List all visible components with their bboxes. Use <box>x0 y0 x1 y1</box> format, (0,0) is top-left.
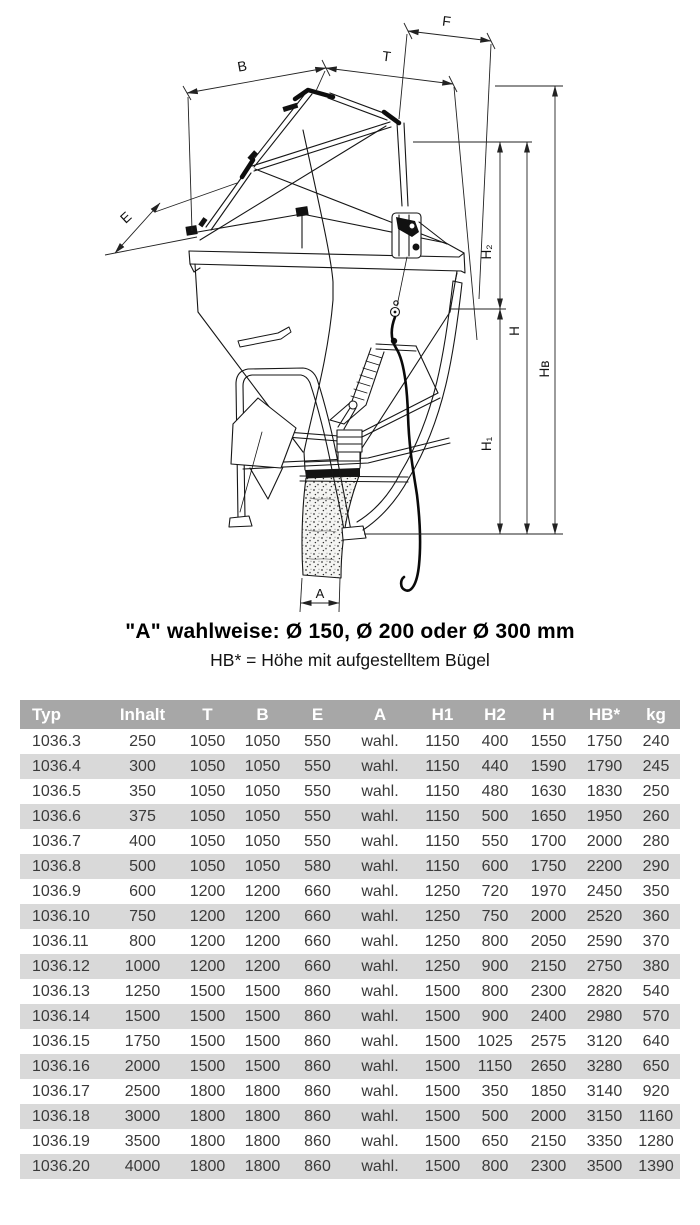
table-cell: wahl. <box>361 857 399 875</box>
table-cell: 360 <box>642 907 670 925</box>
table-cell: 2400 <box>530 1007 567 1025</box>
table-cell: 1036.13 <box>32 982 90 1000</box>
table-cell: 1036.12 <box>32 957 90 975</box>
table-cell: 350 <box>129 782 156 800</box>
table-cell: 1200 <box>244 907 281 925</box>
table-cell: 1700 <box>530 832 567 850</box>
table-cell: 1250 <box>124 982 161 1000</box>
dim-label-e: E <box>116 208 135 227</box>
col-header-b: B <box>235 700 290 729</box>
table-cell: 1036.4 <box>32 757 81 775</box>
table-cell: 1050 <box>189 832 226 850</box>
col-header-h1: H1 <box>415 700 470 729</box>
table-cell: 920 <box>642 1082 670 1100</box>
pull-rope <box>391 257 421 591</box>
table-cell: 1500 <box>424 1157 461 1175</box>
table-row-1036.9 <box>20 879 680 904</box>
note-hb: HB* = Höhe mit aufgestelltem Bügel <box>210 650 490 670</box>
table-cell: 2000 <box>530 907 567 925</box>
dim-label-a: A <box>315 586 325 601</box>
table-cell: 1150 <box>425 732 460 750</box>
dim-label-b: B <box>236 57 249 75</box>
table-cell: 1050 <box>244 832 281 850</box>
table-row-1036.20 <box>20 1154 680 1179</box>
table-cell: 1500 <box>189 1057 226 1075</box>
table-row-1036.19 <box>20 1129 680 1154</box>
table-cell: 3500 <box>586 1157 623 1175</box>
table-cell: 800 <box>481 1157 509 1175</box>
dim-label-h1: H₁ <box>479 436 494 452</box>
table-cell: 1550 <box>530 732 567 750</box>
table-row-1036.16 <box>20 1054 680 1079</box>
table-cell: 720 <box>481 882 509 900</box>
table-cell: 260 <box>642 807 670 825</box>
table-cell: 500 <box>481 807 509 825</box>
table-cell: 480 <box>481 782 509 800</box>
table-cell: 860 <box>304 982 331 1000</box>
table-cell: 1036.14 <box>32 1007 90 1025</box>
table-row-1036.3 <box>20 729 680 754</box>
table-row-1036.13 <box>20 979 680 1004</box>
col-header-hb: HB* <box>577 700 632 729</box>
table-cell: 1150 <box>425 807 460 825</box>
table-cell: 1150 <box>425 757 460 775</box>
table-cell: 240 <box>642 732 670 750</box>
bucket-drawing <box>185 90 465 591</box>
table-cell: 1800 <box>244 1157 281 1175</box>
table-cell: 2575 <box>530 1032 567 1050</box>
table-cell: wahl. <box>361 782 399 800</box>
table-cell: 4000 <box>124 1157 161 1175</box>
table-cell: 600 <box>481 857 509 875</box>
table-cell: 2590 <box>586 932 623 950</box>
table-cell: 1800 <box>244 1107 281 1125</box>
table-cell: 1800 <box>244 1082 281 1100</box>
table-cell: 550 <box>304 757 331 775</box>
table-cell: 1050 <box>189 807 226 825</box>
table-cell: 1050 <box>244 732 281 750</box>
table-cell: wahl. <box>361 1107 399 1125</box>
table-cell: 2300 <box>530 1157 567 1175</box>
col-header-typ: Typ <box>20 700 105 729</box>
table-cell: 860 <box>304 1032 331 1050</box>
table-cell: 2000 <box>530 1107 567 1125</box>
table-cell: 1050 <box>244 782 281 800</box>
table-cell: 860 <box>304 1082 331 1100</box>
table-cell: 2650 <box>530 1057 567 1075</box>
table-cell: 1500 <box>189 1007 226 1025</box>
header-row <box>20 700 680 729</box>
table-cell: 1390 <box>638 1157 674 1175</box>
table-cell: 1950 <box>586 807 623 825</box>
table-cell: 1250 <box>424 882 461 900</box>
table-cell: 2050 <box>530 932 567 950</box>
table-cell: 3280 <box>586 1057 623 1075</box>
bail-braces <box>200 126 447 452</box>
table-cell: 1050 <box>244 807 281 825</box>
table-cell: 2300 <box>530 982 567 1000</box>
table-cell: 660 <box>304 907 331 925</box>
table-cell: wahl. <box>361 907 399 925</box>
table-cell: 2450 <box>586 882 623 900</box>
table-cell: 3150 <box>586 1107 623 1125</box>
table-cell: 1500 <box>244 982 281 1000</box>
table-cell: 1200 <box>244 882 281 900</box>
table-cell: 750 <box>481 907 509 925</box>
table-cell: 1000 <box>124 957 161 975</box>
table-cell: 1036.20 <box>32 1157 90 1175</box>
table-cell: 1050 <box>189 782 226 800</box>
table-cell: 250 <box>642 782 670 800</box>
table-cell: 1500 <box>189 982 226 1000</box>
dim-label-t: T <box>381 47 392 65</box>
table-cell: wahl. <box>361 807 399 825</box>
table-cell: 800 <box>481 982 509 1000</box>
table-cell: 1036.18 <box>32 1107 90 1125</box>
table-cell: 860 <box>304 1132 331 1150</box>
table-cell: 860 <box>304 1057 331 1075</box>
table-cell: 350 <box>642 882 670 900</box>
table-cell: 1050 <box>244 857 281 875</box>
spec-table <box>20 700 680 1179</box>
table-row-1036.8 <box>20 854 680 879</box>
table-cell: 375 <box>129 807 156 825</box>
table-cell: 650 <box>481 1132 509 1150</box>
table-cell: 1200 <box>244 957 281 975</box>
table-cell: wahl. <box>361 1057 399 1075</box>
table-cell: 570 <box>642 1007 670 1025</box>
table-cell: wahl. <box>361 982 399 1000</box>
table-cell: 1200 <box>189 882 226 900</box>
table-cell: 1500 <box>424 1032 461 1050</box>
table-header <box>20 700 680 729</box>
table-cell: 900 <box>481 957 509 975</box>
table-cell: 600 <box>129 882 156 900</box>
table-cell: 640 <box>642 1032 670 1050</box>
table-cell: 1200 <box>189 932 226 950</box>
table-cell: wahl. <box>361 1032 399 1050</box>
table-cell: 540 <box>642 982 670 1000</box>
table-cell: 1630 <box>530 782 567 800</box>
table-cell: 3140 <box>586 1082 623 1100</box>
table-row-1036.12 <box>20 954 680 979</box>
table-cell: wahl. <box>361 1007 399 1025</box>
table-cell: 1160 <box>638 1107 674 1125</box>
table-cell: wahl. <box>361 832 399 850</box>
table-cell: 860 <box>304 1107 331 1125</box>
table-cell: wahl. <box>361 957 399 975</box>
table-cell: 1590 <box>530 757 567 775</box>
table-cell: 1036.7 <box>32 832 81 850</box>
col-header-inhalt: Inhalt <box>105 700 180 729</box>
col-header-h: H <box>520 700 577 729</box>
table-cell: 660 <box>304 932 331 950</box>
table-cell: 750 <box>129 907 156 925</box>
col-header-h2: H2 <box>470 700 520 729</box>
table-cell: 1500 <box>424 1007 461 1025</box>
dim-label-h2: H₂ <box>479 244 494 260</box>
table-cell: 2150 <box>530 1132 567 1150</box>
table-row-1036.5 <box>20 779 680 804</box>
table-cell: 440 <box>481 757 509 775</box>
table-cell: 1800 <box>244 1132 281 1150</box>
dim-label-h: H <box>507 326 522 336</box>
table-cell: 550 <box>304 807 331 825</box>
table-cell: 245 <box>642 757 670 775</box>
table-cell: 900 <box>481 1007 509 1025</box>
table-cell: 1200 <box>189 957 226 975</box>
rocker-arc <box>357 273 462 530</box>
table-cell: 1036.11 <box>32 932 89 950</box>
col-header-a: A <box>345 700 415 729</box>
table-cell: 280 <box>642 832 670 850</box>
col-header-t: T <box>180 700 235 729</box>
table-cell: 2750 <box>586 957 623 975</box>
table-cell: 1150 <box>425 857 460 875</box>
table-cell: 2150 <box>530 957 567 975</box>
table-cell: 1800 <box>189 1107 226 1125</box>
table-cell: 1250 <box>424 932 461 950</box>
table-cell: 2000 <box>586 832 623 850</box>
table-cell: 1790 <box>586 757 623 775</box>
table-cell: 1750 <box>530 857 567 875</box>
table-body <box>20 729 680 1179</box>
table-cell: 800 <box>129 932 156 950</box>
table-cell: 1025 <box>477 1032 513 1050</box>
table-cell: 400 <box>129 832 156 850</box>
table-cell: 300 <box>129 757 156 775</box>
table-row-1036.4 <box>20 754 680 779</box>
table-cell: 1250 <box>424 907 461 925</box>
suspension-bracket <box>392 213 446 258</box>
table-cell: 400 <box>481 732 509 750</box>
table-cell: 1800 <box>189 1132 226 1150</box>
table-cell: 2980 <box>586 1007 623 1025</box>
table-row-1036.10 <box>20 904 680 929</box>
table-cell: 1750 <box>586 732 623 750</box>
table-cell: 1500 <box>189 1032 226 1050</box>
table-cell: 1036.17 <box>32 1082 90 1100</box>
table-cell: 1830 <box>586 782 623 800</box>
table-cell: 650 <box>642 1057 670 1075</box>
table-cell: wahl. <box>361 932 399 950</box>
table-cell: 550 <box>304 782 331 800</box>
note-a-options: "A" wahlweise: Ø 150, Ø 200 oder Ø 300 mm <box>125 620 575 643</box>
table-cell: 380 <box>642 957 670 975</box>
lid <box>185 206 308 248</box>
table-cell: 1036.3 <box>32 732 81 750</box>
table-cell: 550 <box>481 832 509 850</box>
col-header-kg: kg <box>632 700 680 729</box>
table-cell: 1500 <box>244 1057 281 1075</box>
table-cell: 3350 <box>586 1132 623 1150</box>
table-row-1036.18 <box>20 1104 680 1129</box>
table-cell: 1500 <box>244 1032 281 1050</box>
table-cell: 1036.8 <box>32 857 81 875</box>
table-cell: 1050 <box>244 757 281 775</box>
table-cell: 1500 <box>424 1132 461 1150</box>
table-row-1036.17 <box>20 1079 680 1104</box>
table-cell: wahl. <box>361 732 399 750</box>
table-cell: 1500 <box>244 1007 281 1025</box>
table-cell: 660 <box>304 882 331 900</box>
table-cell: wahl. <box>361 1157 399 1175</box>
table-cell: 2520 <box>586 907 623 925</box>
table-cell: 1750 <box>124 1032 161 1050</box>
table-cell: 2500 <box>124 1082 161 1100</box>
table-cell: 1970 <box>530 882 567 900</box>
table-cell: 1200 <box>189 907 226 925</box>
dim-label-f: F <box>441 12 452 30</box>
table-cell: 1500 <box>424 982 461 1000</box>
table-cell: 1500 <box>424 1082 461 1100</box>
table-cell: 1036.10 <box>32 907 90 925</box>
table-cell: 1800 <box>189 1157 226 1175</box>
table-row-1036.14 <box>20 1004 680 1029</box>
col-header-e: E <box>290 700 345 729</box>
table-row-1036.6 <box>20 804 680 829</box>
table-cell: 800 <box>481 932 509 950</box>
table-cell: 2820 <box>586 982 623 1000</box>
table-cell: 580 <box>304 857 331 875</box>
table-cell: 1500 <box>424 1107 461 1125</box>
table-cell: wahl. <box>361 882 399 900</box>
table-cell: 3000 <box>124 1107 161 1125</box>
table-cell: 1650 <box>530 807 567 825</box>
table-cell: 1250 <box>424 957 461 975</box>
table-cell: 1036.5 <box>32 782 81 800</box>
table-cell: 3500 <box>124 1132 161 1150</box>
table-row-1036.11 <box>20 929 680 954</box>
table-row-1036.15 <box>20 1029 680 1054</box>
table-cell: 290 <box>642 857 670 875</box>
dim-label-hb: Hʙ <box>537 360 552 378</box>
table-cell: 660 <box>304 957 331 975</box>
table-cell: 1500 <box>124 1007 161 1025</box>
table-cell: 1036.6 <box>32 807 81 825</box>
table-cell: 2200 <box>586 857 623 875</box>
table-cell: 550 <box>304 832 331 850</box>
table-cell: 1200 <box>244 932 281 950</box>
table-cell: 1280 <box>638 1132 674 1150</box>
table-cell: 500 <box>129 857 156 875</box>
table-cell: 1036.15 <box>32 1032 90 1050</box>
table-cell: 1050 <box>189 757 226 775</box>
table-cell: 550 <box>304 732 331 750</box>
table-cell: 2000 <box>124 1057 161 1075</box>
table-row-1036.7 <box>20 829 680 854</box>
table-cell: 1036.16 <box>32 1057 90 1075</box>
table-cell: 860 <box>304 1157 331 1175</box>
table-cell: wahl. <box>361 1082 399 1100</box>
table-cell: wahl. <box>361 1132 399 1150</box>
table-cell: 1500 <box>424 1057 461 1075</box>
table-cell: 1150 <box>477 1057 513 1075</box>
table-cell: 1036.9 <box>32 882 81 900</box>
table-cell: 860 <box>304 1007 331 1025</box>
table-cell: 1050 <box>189 732 226 750</box>
table-cell: 1800 <box>189 1082 226 1100</box>
table-cell: 1150 <box>425 832 460 850</box>
table-cell: 250 <box>129 732 156 750</box>
table-cell: 350 <box>481 1082 509 1100</box>
table-cell: wahl. <box>361 757 399 775</box>
table-cell: 1050 <box>189 857 226 875</box>
table-cell: 1850 <box>530 1082 567 1100</box>
table-cell: 370 <box>642 932 670 950</box>
release-lever <box>330 344 438 429</box>
table-cell: 3120 <box>586 1032 623 1050</box>
table-cell: 500 <box>481 1107 509 1125</box>
table-cell: 1036.19 <box>32 1132 90 1150</box>
table-cell: 1150 <box>425 782 460 800</box>
